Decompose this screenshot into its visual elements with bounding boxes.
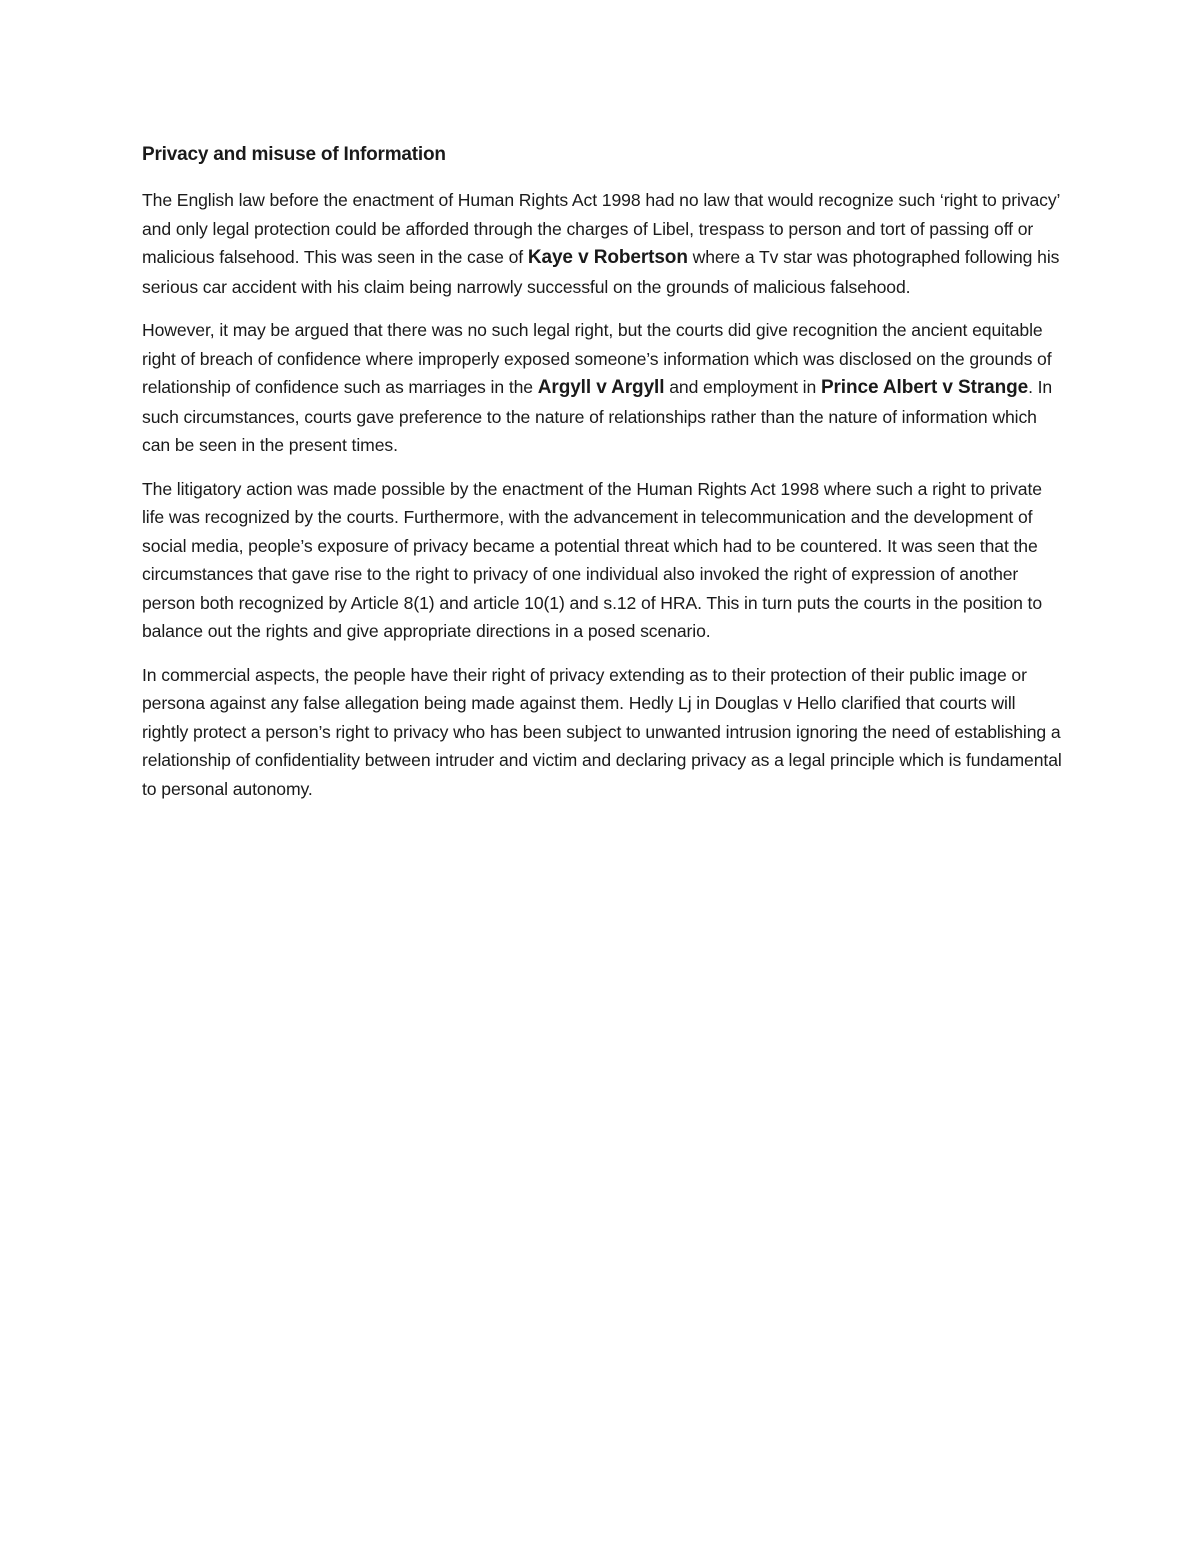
paragraph-1-text-b: where a Tv star was photographed following his serious car accident with his claim being narrowly successful on the grounds of malicious falsehood.	[142, 247, 1060, 297]
case-name-argyll-v-argyll: Argyll v Argyll	[537, 377, 665, 398]
document-title: Privacy and misuse of Information	[142, 144, 446, 165]
paragraph-2-text-c: . In such circumstances, courts gave preference to the nature of relationships rather than the nature of information which can be seen in the present times.	[142, 377, 1053, 455]
paragraph-4: In commercial aspects, the people have their right of privacy extending as to their protection of their public image or persona against any false allegation being made against them. Hedly Lj in Douglas v Hello clarified that courts will rightly protect a person’s right to privacy who has been subject to unwanted intrusion ignoring the need of establishing a relationship of confidentiality between intruder and victim and declaring privacy as a legal principle which is fundamental to personal autonomy.	[142, 664, 1062, 799]
paragraph-3: The litigatory action was made possible by the enactment of the Human Rights Act 1998 where such a right to private life was recognized by the courts. Furthermore, with the advancement in telecommunication and the development of social media, people’s exposure of privacy became a potential threat which had to be countered. It was seen that the circumstances that gave rise to the right to privacy of one individual also invoked the right of expression of another person both recognized by Article 8(1) and article 10(1) and s.12 of HRA. This in turn puts the courts in the position to balance out the rights and give appropriate directions in a posed scenario.	[142, 478, 1043, 641]
paragraph-2	[142, 316, 1062, 460]
paragraph-1	[142, 186, 1062, 301]
paragraph-2-text-a: However, it may be argued that there was no such legal right, but the courts did give recognition the ancient equitable right of breach of confidence where improperly exposed someone’s information which was disclosed on the grounds of relationship of confidence such as marriages in the	[142, 320, 1052, 397]
case-name-kaye-v-robertson: Kaye v Robertson	[527, 247, 688, 268]
case-name-prince-albert-v-strange: Prince Albert v Strange	[820, 377, 1029, 398]
paragraph-2-text-b: and employment in	[664, 377, 821, 397]
document-page	[142, 140, 1062, 818]
paragraph-1-text-a: The English law before the enactment of Human Rights Act 1998 had no law that would recognize such ‘right to privacy’ and only legal protection could be afforded through the charges of Libel, trespass to person and tort of passing off or malicious falsehood. This was seen in the case of	[142, 190, 1060, 267]
